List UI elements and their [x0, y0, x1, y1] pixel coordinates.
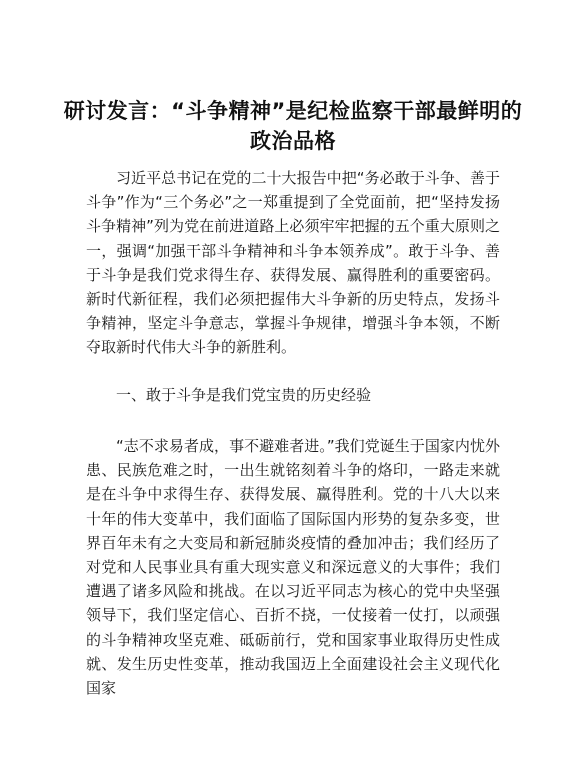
paragraph-section-1: “志不求易者成，事不避难者进。”我们党诞生于国家内忧外患、民族危难之时，一出生就铭刻着斗争的烙印，一路走来就是在斗争中求得生存、获得发展、赢得胜利。党的十八大以来十年的伟大变革中，我们面临了国际国内形势的复杂多变，世界百年未有之大变局和新冠肺炎疫情的叠加冲击；我们经历了对党和人民事业具有重大现实意义和深远意义的大事件；我们遭遇了诸多风险和挑战。在以习近平同志为核心的党中央坚强领导下，我们坚定信心、百折不挠，一仗接着一仗打，以顽强的斗争精神攻坚克难、砥砺前行，党和国家事业取得历史性成就、发生历史性变革，推动我国迈上全面建设社会主义现代化国家	[86, 437, 500, 698]
document-title: 研讨发言：“斗争精神”是纪检监察干部最鲜明的政治品格	[63, 99, 523, 153]
section-heading-1: 一、敢于斗争是我们党宝贵的历史经验	[116, 386, 372, 404]
paragraph-intro: 习近平总书记在党的二十大报告中把“务必敢于斗争、善于斗争”作为“三个务必”之一郑重提到了全党面前，把“坚持发扬斗争精神”列为党在前进道路上必须牢牢把握的五个重大原则之一，强调“加强干部斗争精神和斗争本领养成”。敢于斗争、善于斗争是我们党求得生存、获得发展、赢得胜利的重要密码。新时代新征程，我们必须把握伟大斗争新的历史特点，发扬斗争精神，坚定斗争意志，掌握斗争规律，增强斗争本领，不断夺取新时代伟大斗争的新胜利。	[86, 169, 500, 357]
